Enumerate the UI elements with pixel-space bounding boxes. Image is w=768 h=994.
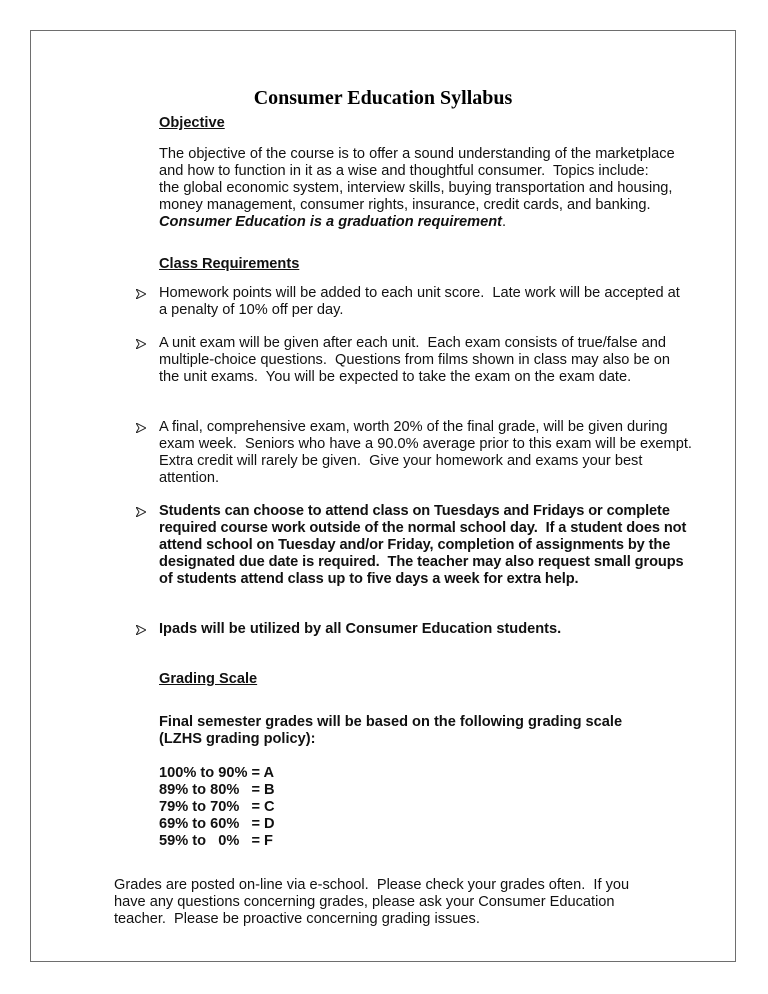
requirement-line: A final, comprehensive exam, worth 20% of the final grade, will be given during: [159, 419, 668, 435]
graduation-requirement-emphasis: Consumer Education is a graduation requirement: [159, 214, 503, 230]
requirement-line: the unit exams. You will be expected to take the exam on the exam date.: [159, 369, 632, 385]
grade-row-c: 79% to 70% = C: [159, 799, 275, 815]
grade-row-b: 89% to 80% = B: [159, 782, 275, 798]
arrowhead-bullet-icon: [136, 335, 150, 352]
requirement-line: Extra credit will rarely be given. Give your homework and exams your best: [159, 453, 643, 469]
objective-heading: Objective: [159, 115, 225, 131]
objective-paragraph: [159, 146, 729, 231]
grade-row-a: 100% to 90% = A: [159, 765, 275, 781]
document-title: Consumer Education Syllabus: [253, 87, 513, 109]
requirement-line: a penalty of 10% off per day.: [159, 302, 344, 318]
requirement-item-homework: [159, 285, 719, 319]
requirement-line: attention.: [159, 470, 220, 486]
arrowhead-bullet-icon: [136, 419, 150, 436]
requirement-line: A unit exam will be given after each unit. Each exam consists of true/false and: [159, 335, 666, 351]
footer-line: Grades are posted on-line via e-school. Please check your grades often. If you: [114, 877, 630, 893]
footer-line: have any questions concerning grades, please ask your Consumer Education: [114, 894, 615, 910]
footer-line: teacher. Please be proactive concerning grading issues.: [114, 911, 480, 927]
objective-line: the global economic system, interview skills, buying transportation and housing,: [159, 180, 673, 196]
emphasis-period: .: [502, 214, 507, 230]
arrowhead-bullet-icon: [136, 285, 150, 302]
objective-line: The objective of the course is to offer a sound understanding of the marketplace: [159, 146, 675, 162]
requirement-line: Homework points will be added to each unit score. Late work will be accepted at: [159, 285, 680, 301]
requirement-item-attendance: [159, 503, 719, 588]
grading-scale-heading: Grading Scale: [159, 671, 258, 687]
requirement-line: required course work outside of the normal school day. If a student does not: [159, 520, 687, 536]
requirement-line: of students attend class up to five days a week for extra help.: [159, 571, 579, 587]
objective-line: and how to function in it as a wise and thoughtful consumer. Topics include:: [159, 163, 649, 179]
grading-intro-line: Final semester grades will be based on the following grading scale: [159, 714, 623, 730]
objective-line: money management, consumer rights, insurance, credit cards, and banking.: [159, 197, 651, 213]
requirement-line: Students can choose to attend class on Tuesdays and Fridays or complete: [159, 503, 670, 519]
grade-row-d: 69% to 60% = D: [159, 816, 275, 832]
requirement-line: Ipads will be utilized by all Consumer Education students.: [159, 621, 562, 637]
class-requirements-heading: Class Requirements: [159, 256, 300, 272]
requirement-line: multiple-choice questions. Questions from films shown in class may also be on: [159, 352, 671, 368]
requirement-line: designated due date is required. The teacher may also request small groups: [159, 554, 684, 570]
grade-row-f: 59% to 0% = F: [159, 833, 273, 849]
requirement-line: exam week. Seniors who have a 90.0% average prior to this exam will be exempt.: [159, 436, 692, 452]
requirement-item-final-exam: [159, 419, 719, 487]
arrowhead-bullet-icon: [136, 621, 150, 638]
grading-intro-line: (LZHS grading policy):: [159, 731, 316, 747]
grading-scale-intro: [159, 714, 729, 748]
requirement-item-unit-exam: [159, 335, 719, 386]
arrowhead-bullet-icon: [136, 503, 150, 520]
requirement-item-ipads: [159, 621, 719, 638]
requirement-line: attend school on Tuesday and/or Friday, completion of assignments by the: [159, 537, 671, 553]
document-page: [30, 30, 736, 962]
grading-scale-table: [159, 765, 275, 850]
grades-online-paragraph: [114, 877, 714, 928]
